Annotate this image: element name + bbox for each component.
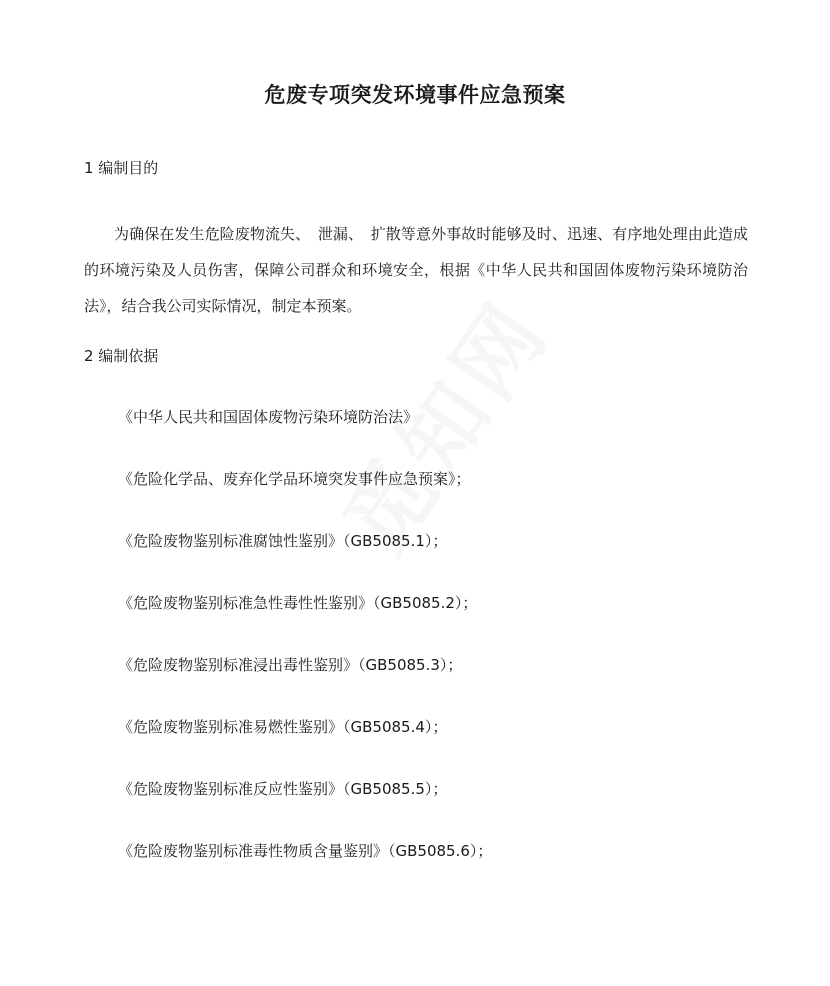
reference-item: 《危险废物鉴别标准浸出毒性鉴别》（GB5085.3）； bbox=[118, 656, 463, 674]
reference-item: 《危险废物鉴别标准急性毒性性鉴别》（GB5085.2）； bbox=[118, 594, 478, 612]
section-heading-basis: 2 编制依据 bbox=[84, 347, 159, 365]
reference-item: 《危险废物鉴别标准反应性鉴别》（GB5085.5）； bbox=[118, 780, 448, 798]
reference-item: 《危险废物鉴别标准毒性物质含量鉴别》（GB5085.6）； bbox=[118, 842, 493, 860]
reference-item: 《危险废物鉴别标准腐蚀性鉴别》（GB5085.1）； bbox=[118, 532, 448, 550]
reference-list bbox=[118, 404, 492, 900]
reference-item: 《中华人民共和国固体废物污染环境防治法》 bbox=[118, 408, 419, 426]
section-heading-purpose: 1 编制目的 bbox=[84, 159, 159, 177]
reference-item: 《危险废物鉴别标准易燃性鉴别》（GB5085.4）； bbox=[118, 718, 448, 736]
document-title: 危废专项突发环境事件应急预案 bbox=[264, 83, 566, 107]
purpose-paragraph: 为确保在发生危险废物流失、 泄漏、 扩散等意外事故时能够及时、迅速、有序地处理由此造成的环境污染及人员伤害，保障公司群众和环境安全，根据《中华人民共和国固体废物污染环境防治法》，结合我公司实际情况，制定本预案。 bbox=[84, 225, 748, 315]
reference-item: 《危险化学品、废弃化学品环境突发事件应急预案》； bbox=[118, 470, 471, 488]
